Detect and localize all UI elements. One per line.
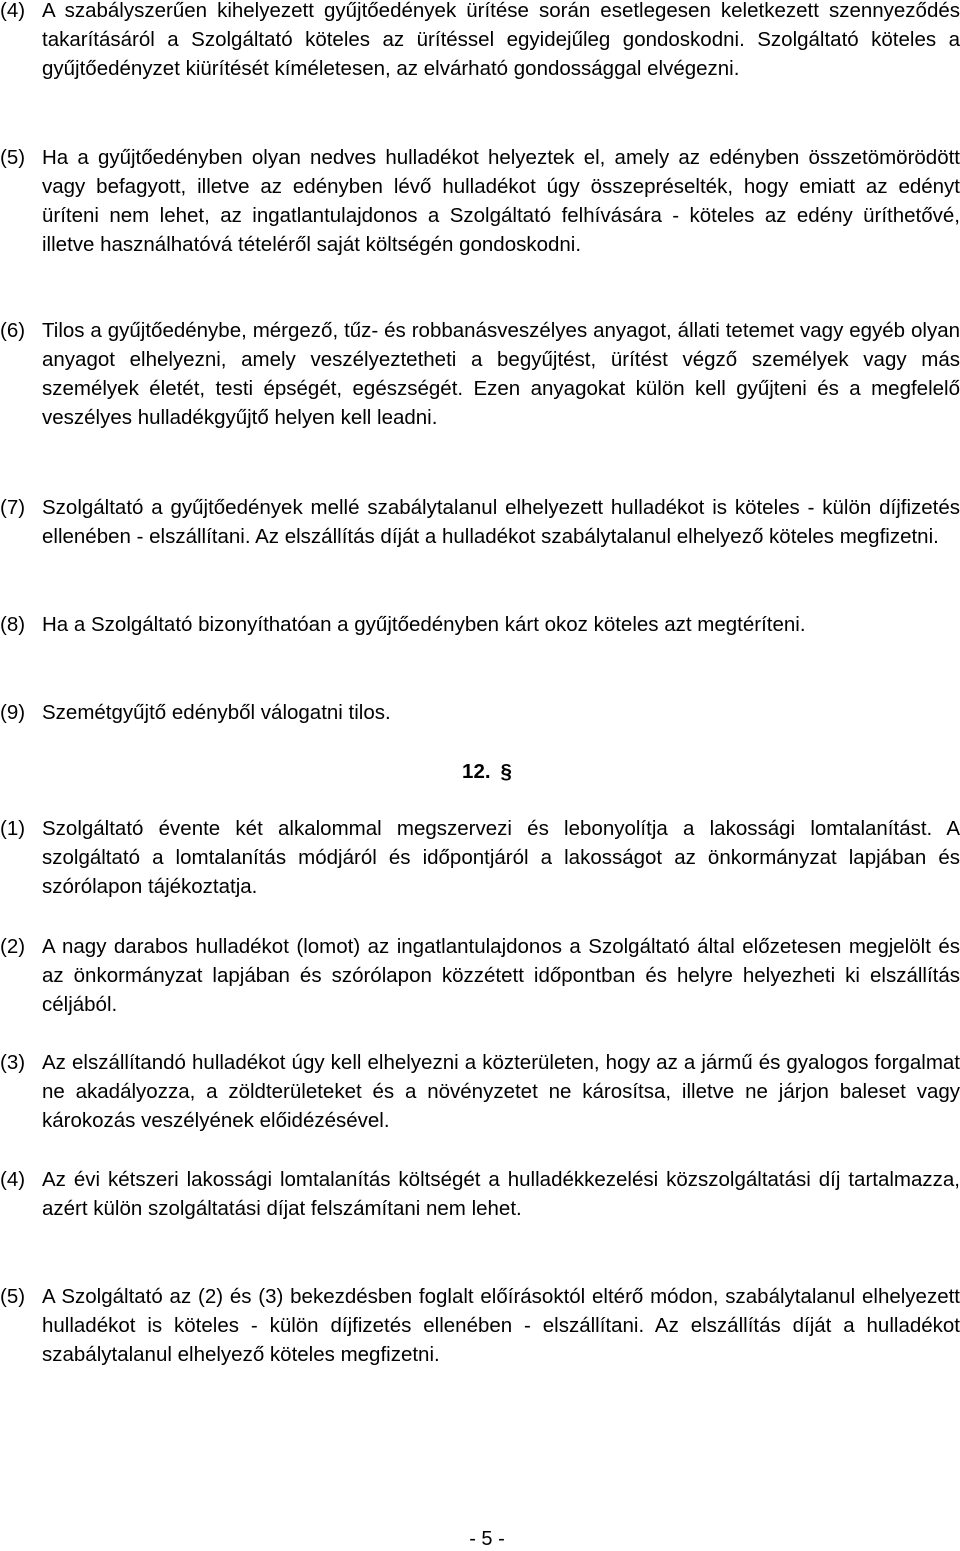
paragraph-9 (0, 698, 960, 727)
paragraph-3 (0, 1048, 960, 1135)
paragraph-number: (6) (0, 319, 26, 342)
paragraph-4b (0, 1165, 960, 1223)
paragraph-number: (5) (0, 1285, 26, 1308)
paragraph-text: A szabályszerűen kihelyezett gyűjtőedények ürítése során esetlegesen keletkezett szennyeződés takarításáról a Szolgáltató köteles az ürítéssel egyidejűleg gondoskodni. Szolgáltató köteles a gyűjtőedényzet kiürítését kíméletesen, az elvárható gondossággal elvégezni. (42, 0, 960, 80)
paragraph-5 (0, 143, 960, 259)
paragraph-text: A nagy darabos hulladékot (lomot) az ingatlantulajdonos a Szolgáltató által előzetesen megjelölt és az önkormányzat lapjában és szórólapon közzétett időpontban és helyre helyezheti ki elszállítás céljából. (42, 935, 960, 1016)
paragraph-text: Az évi kétszeri lakossági lomtalanítás költségét a hulladékkezelési közszolgáltatási díj tartalmazza, azért külön szolgáltatási díjat felszámítani nem lehet. (42, 1168, 960, 1220)
paragraph-4 (0, 0, 960, 83)
paragraph-number: (3) (0, 1051, 26, 1074)
paragraph-text: Ha a Szolgáltató bizonyíthatóan a gyűjtőedényben kárt okoz köteles azt megtéríteni. (42, 613, 806, 636)
paragraph-number: (4) (0, 1168, 26, 1191)
paragraph-8 (0, 610, 960, 639)
paragraph-number: (2) (0, 935, 26, 958)
paragraph-text: Ha a gyűjtőedényben olyan nedves hulladékot helyeztek el, amely az edényben összetömörödött vagy befagyott, illetve az edényben lévő hulladékot úgy összepréselték, hogy emiatt az edényt üríteni nem lehet, az ingatlantulajdonos a Szolgáltató felhívására - köteles az edény üríthetővé, illetve használhatóvá tételéről saját költségén gondoskodni. (42, 146, 960, 256)
paragraph-text: Szemétgyűjtő edényből válogatni tilos. (42, 701, 391, 724)
paragraph-text: A Szolgáltató az (2) és (3) bekezdésben foglalt előírásoktól eltérő módon, szabálytalanul elhelyezett hulladékot is köteles - külön díjfizetés ellenében - elszállítani. Az elszállítás díját a hulladékot szabálytalanul elhelyező köteles megfizetni. (42, 1285, 960, 1366)
paragraph-7 (0, 493, 960, 551)
page-number: - 5 - (469, 1528, 505, 1550)
paragraph-number: (7) (0, 496, 26, 519)
paragraph-number: (5) (0, 146, 26, 169)
paragraph-text: Szolgáltató a gyűjtőedények mellé szabálytalanul elhelyezett hulladékot is köteles - külön díjfizetés ellenében - elszállítani. Az elszállítás díját a hulladékot szabálytalanul elhelyező köteles megfizetni. (42, 496, 960, 548)
paragraph-5b (0, 1282, 960, 1369)
paragraph-1 (0, 814, 960, 901)
paragraph-text: Az elszállítandó hulladékot úgy kell elhelyezni a közterületen, hogy az a jármű és gyalogos forgalmat ne akadályozza, a zöldterületeket és a növényzetet ne károsítsa, illetve ne járjon baleset vagy károkozás veszélyének előidézésével. (42, 1051, 960, 1132)
paragraph-text: Szolgáltató évente két alkalommal megszervezi és lebonyolítja a lakossági lomtalanítást. A szolgáltató a lomtalanítás módjáról és időpontjáról a lakosságot az önkormányzat lapjában és szórólapon tájékoztatja. (42, 817, 960, 898)
paragraph-6 (0, 316, 960, 432)
paragraph-number: (1) (0, 817, 26, 840)
paragraph-text: Tilos a gyűjtőedénybe, mérgező, tűz- és robbanásveszélyes anyagot, állati tetemet vagy egyéb olyan anyagot elhelyezni, amely veszélyeztetheti a begyűjtést, ürítést végző személyek vagy más személyek életét, testi épségét, egészségét. Ezen anyagokat külön kell gyűjteni és a megfelelő veszélyes hulladékgyűjtő helyen kell leadni. (42, 319, 960, 429)
section-number: 12. (462, 760, 491, 783)
paragraph-number: (8) (0, 613, 26, 636)
paragraph-number: (9) (0, 701, 26, 724)
section-heading (0, 756, 960, 788)
paragraph-number: (4) (0, 0, 26, 22)
paragraph-2 (0, 932, 960, 1019)
section-sign: § (500, 760, 512, 783)
